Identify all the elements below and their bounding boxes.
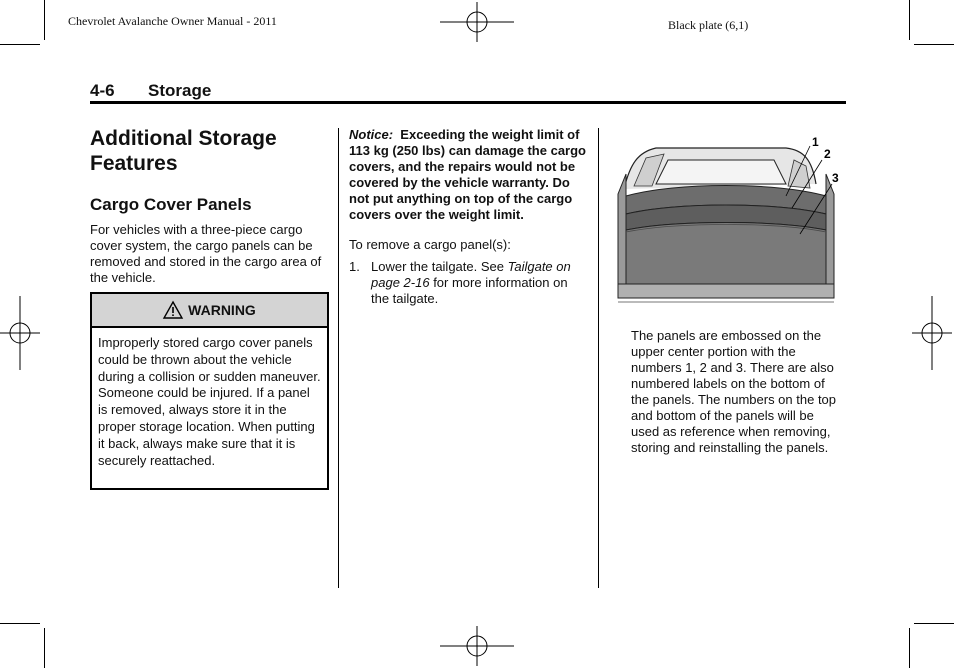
warning-box <box>90 292 329 490</box>
warning-header <box>92 294 327 328</box>
section-rule <box>90 101 846 104</box>
warning-text: Improperly stored cargo cover panels could be thrown about the vehicle during a collision or sudden maneuver. Someone could be injured. If a panel is removed, always store it in the proper storage location. When putting it back, always make sure that it is securely reattached. <box>98 335 321 468</box>
removal-lead: To remove a cargo panel(s): <box>349 237 511 252</box>
section-number: 4-6 <box>90 81 115 100</box>
column-divider-1 <box>338 128 339 588</box>
callout-1: 1 <box>812 135 819 149</box>
warning-triangle-icon <box>163 301 183 319</box>
column-3 <box>631 328 845 456</box>
step-text-before: Lower the tailgate. See <box>371 259 504 274</box>
plate-label: Black plate (6,1) <box>668 18 749 32</box>
column-divider-2 <box>598 128 599 588</box>
tailgate-link[interactable]: Tailgate on page 2-16 <box>371 259 571 290</box>
notice-text: Exceeding the weight limit of 113 kg (250 lbs) can damage the cargo covers, and the repairs would not be covered by the vehicle warranty. Do not put anything on top of the cargo covers over the weight limit. <box>349 127 586 222</box>
manual-title: Chevrolet Avalanche Owner Manual - 2011 <box>68 14 277 28</box>
callout-3: 3 <box>832 171 839 185</box>
registration-mark-bottom <box>440 626 514 666</box>
step-text-after: for more information on the tailgate. <box>371 275 568 306</box>
step-number: 1. <box>349 259 360 274</box>
cargo-cover-figure <box>616 134 838 306</box>
registration-mark-right <box>912 296 952 370</box>
notice-label: Notice: <box>349 127 394 142</box>
callout-2: 2 <box>824 147 831 161</box>
intro-paragraph: For vehicles with a three-piece cargo cover system, the cargo panels can be removed and stored in the cargo area of the vehicle. <box>90 222 322 285</box>
column-2 <box>349 127 589 307</box>
notice-paragraph <box>349 127 589 223</box>
list-item <box>349 259 589 307</box>
column-1 <box>90 126 328 286</box>
section-title: Storage <box>148 81 212 100</box>
registration-mark-left <box>0 296 40 370</box>
panel-description: The panels are embossed on the upper center portion with the numbers 1, 2 and 3. There are also numbered labels on the bottom of the panels. The numbers on the top and bottom of the panels will be used as reference when removing, storing and reinstalling the panels. <box>631 328 837 455</box>
page-heading: Additional Storage Features <box>90 127 277 175</box>
warning-label: WARNING <box>188 302 256 318</box>
subheading-cargo-cover-panels: Cargo Cover Panels <box>90 195 252 214</box>
registration-mark-top <box>440 2 514 42</box>
step-text <box>371 259 589 307</box>
